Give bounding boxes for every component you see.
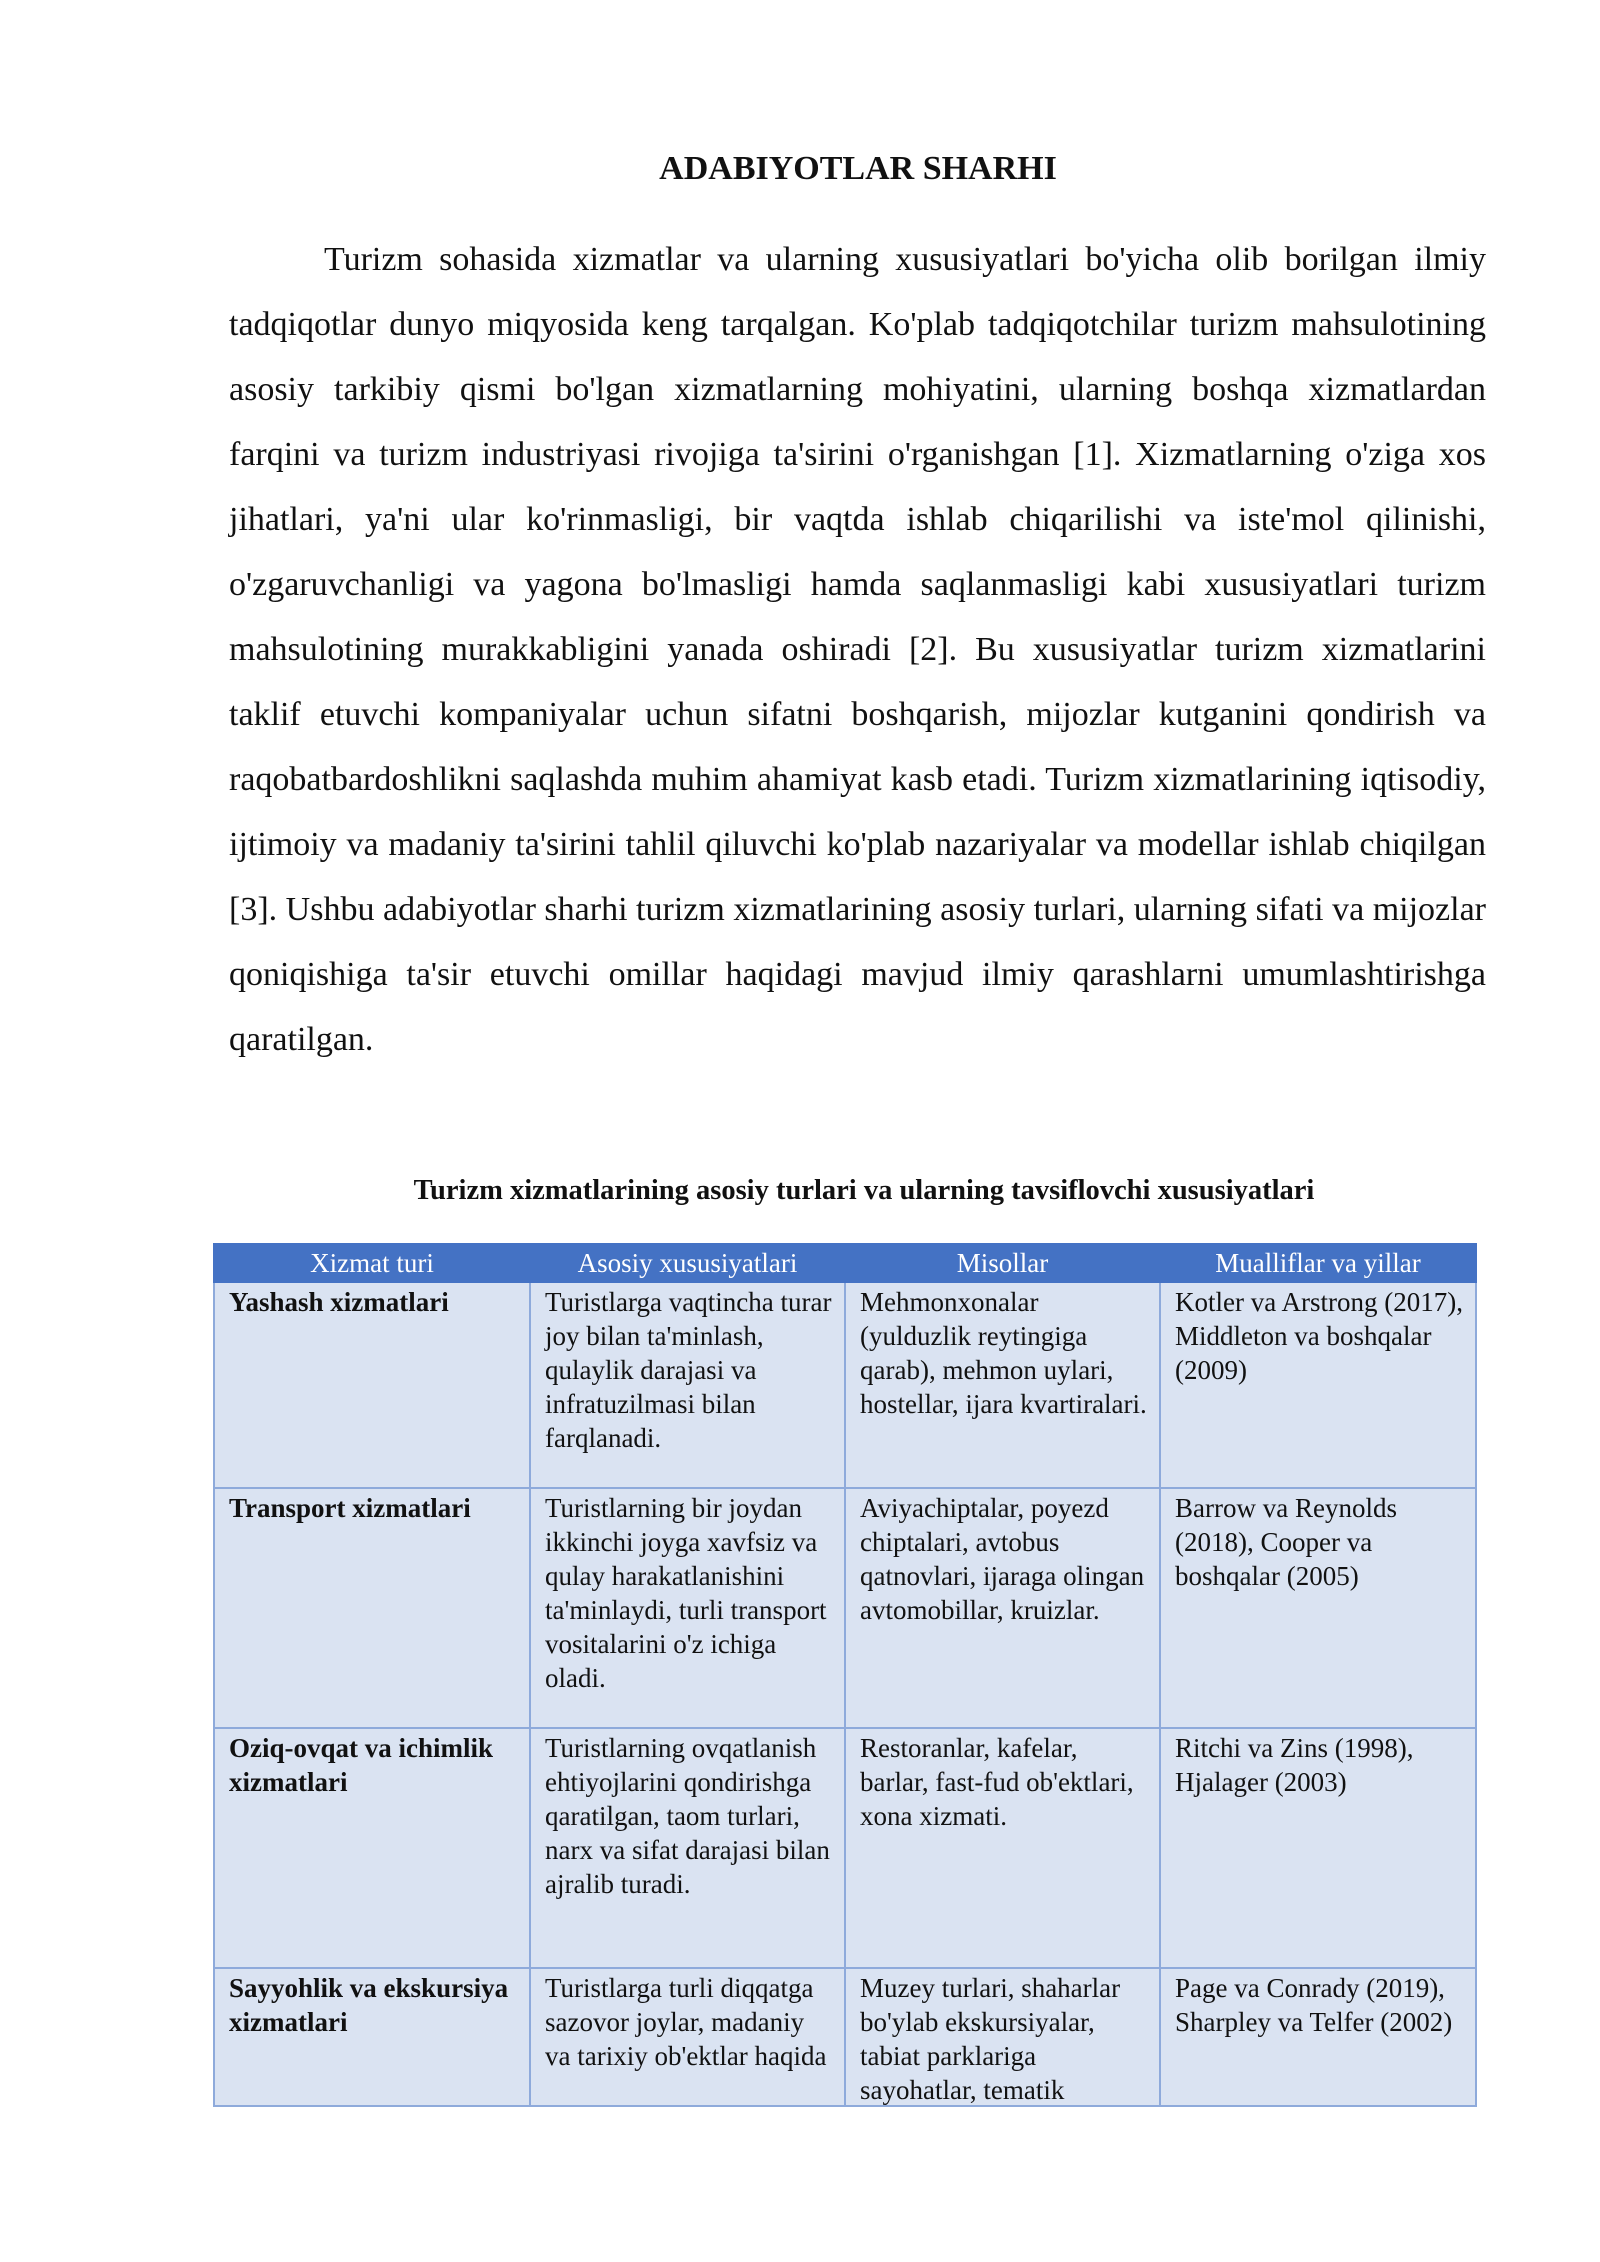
cell-authors: Barrow va Reynolds (2018), Cooper va boshqalar (2005) (1160, 1488, 1476, 1728)
header-examples: Misollar (845, 1244, 1160, 1282)
header-main-features: Asosiy xususiyatlari (530, 1244, 845, 1282)
cell-examples-text: Muzey turlari, shaharlar bo'ylab ekskursiyalar, tabiat parklariga sayohatlar, tematik (860, 1973, 1121, 2105)
page-title: ADABIYOTLAR SHARHI (659, 150, 1057, 187)
cell-features: Turistlarga vaqtincha turar joy bilan ta'minlash, qulaylik darajasi va infratuzilmasi bilan farqlanadi. (530, 1282, 845, 1488)
services-table (213, 1243, 1477, 2107)
cell-examples: Restoranlar, kafelar, barlar, fast-fud ob'ektlari, xona xizmati. (845, 1728, 1160, 1968)
cell-service-type: Transport xizmatlari (214, 1488, 530, 1728)
table-row (214, 1488, 1476, 1728)
cell-authors-text: Page va Conrady (2019), Sharpley va Telfer (2002) (1175, 1973, 1453, 2037)
cell-examples: Mehmonxonalar (yulduzlik reytingiga qarab), mehmon uylari, hostellar, ijara kvartiralari. (845, 1282, 1160, 1488)
cell-features-text: Turistlarga turli diqqatga sazovor joylar, madaniy va tarixiy ob'ektlar haqida (545, 1973, 827, 2071)
body-paragraph: Turizm sohasida xizmatlar va ularning xususiyatlari bo'yicha olib borilgan ilmiy tadqiqotlar dunyo miqyosida keng tarqalgan. Ko'plab tadqiqotchilar turizm mahsulotining asosiy tarkibiy qismi bo'lgan xizmatlarning mohiyatini, ularning boshqa xizmatlardan farqini va turizm industriyasi rivojiga ta'sirini o'rganishgan [1]. Xizmatlarning o'ziga xos jihatlari, ya'ni ular ko'rinmasligi, bir vaqtda ishlab chiqarilishi va iste'mol qilinishi, o'zgaruvchanligi va yagona bo'lmasligi hamda saqlanmasligi kabi xususiyatlari turizm mahsulotining murakkabligini yanada oshiradi [2]. Bu xususiyatlar turizm xizmatlarini taklif etuvchi kompaniyalar uchun sifatni boshqarish, mijozlar kutganini qondirish va raqobatbardoshlikni saqlashda muhim ahamiyat kasb etadi. Turizm xizmatlarining iqtisodiy, ijtimoiy va madaniy ta'sirini tahlil qiluvchi ko'plab nazariyalar va modellar ishlab chiqilgan [3]. Ushbu adabiyotlar sharhi turizm xizmatlarining asosiy turlari, ularning sifati va mijozlar qoniqishiga ta'sir etuvchi omillar haqidagi mavjud ilmiy qarashlarni umumlashtirishga qaratilgan. (229, 241, 1486, 1058)
cell-service-type: Oziq-ovqat va ichimlik xizmatlari (214, 1728, 530, 1968)
header-service-type: Xizmat turi (214, 1244, 530, 1282)
table-header-row (214, 1244, 1476, 1282)
table-row (214, 1968, 1476, 2106)
cell-authors: Ritchi va Zins (1998), Hjalager (2003) (1160, 1728, 1476, 1968)
header-authors: Mualliflar va yillar (1160, 1244, 1476, 1282)
cell-features (530, 1968, 845, 2106)
cell-examples (845, 1968, 1160, 2106)
table-row (214, 1282, 1476, 1488)
cell-service-type-text: Sayyohlik va ekskursiya xizmatlari (229, 1973, 509, 2037)
cell-examples: Aviyachiptalar, poyezd chiptalari, avtobus qatnovlari, ijaraga olingan avtomobillar, kruizlar. (845, 1488, 1160, 1728)
table-row (214, 1728, 1476, 1968)
cell-service-type (214, 1968, 530, 2106)
cell-features: Turistlarning ovqatlanish ehtiyojlarini qondirishga qaratilgan, taom turlari, narx va sifat darajasi bilan ajralib turadi. (530, 1728, 845, 1968)
cell-service-type: Yashash xizmatlari (214, 1282, 530, 1488)
cell-authors (1160, 1968, 1476, 2106)
cell-authors: Kotler va Arstrong (2017), Middleton va boshqalar (2009) (1160, 1282, 1476, 1488)
cell-features: Turistlarning bir joydan ikkinchi joyga xavfsiz va qulay harakatlanishini ta'minlaydi, turli transport vositalarini o'z ichiga oladi. (530, 1488, 845, 1728)
table-caption: Turizm xizmatlarining asosiy turlari va ularning tavsiflovchi xususiyatlari (413, 1175, 1315, 1206)
